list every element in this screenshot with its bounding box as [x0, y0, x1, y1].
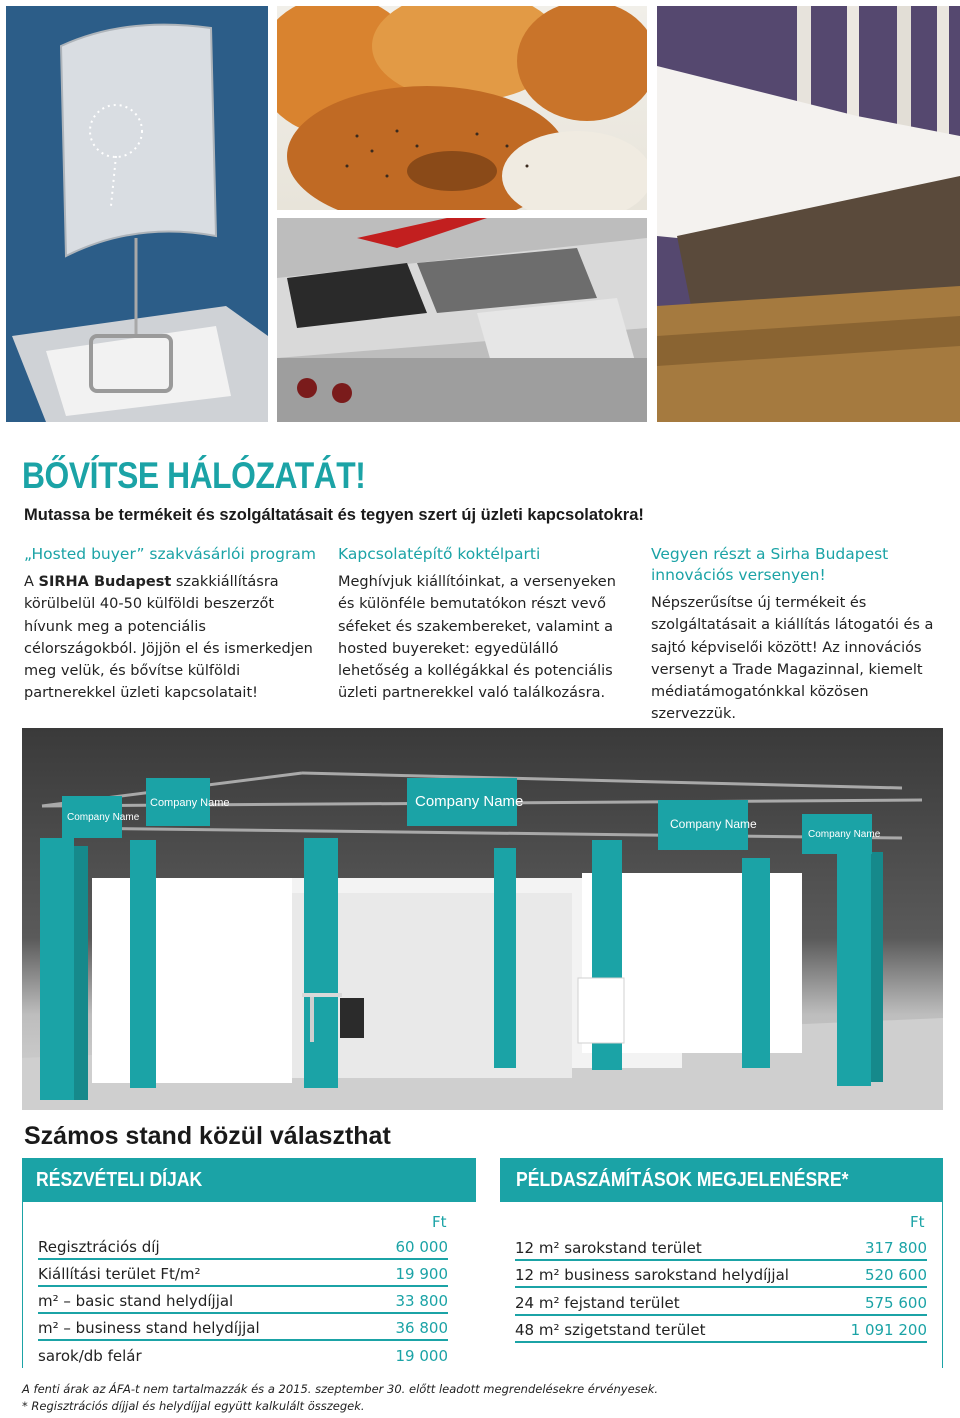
- column-body: Meghívjuk kiállítóinkat, a versenyeken és különféle bemutatókon részt vevő séfeket és szakembereket, valamint a hosted buyereket: egyedülálló lehetőség a kollégákkal és potenciális üzleti partnerekkel való találkozásra.: [338, 574, 616, 702]
- table-row: [38, 1315, 448, 1341]
- row-value: 60 000: [395, 1238, 448, 1256]
- row-label: sarok/db felár: [38, 1347, 142, 1365]
- table-row: [515, 1235, 927, 1261]
- stove-photo: [277, 218, 647, 422]
- row-value: 575 600: [864, 1294, 927, 1312]
- column-heading: Vegyen részt a Sirha Budapest innovációs versenyen!: [651, 545, 889, 584]
- page-title: BŐVÍTSE HÁLÓZATÁT!: [22, 455, 366, 496]
- stands-heading: Számos stand közül választhat: [24, 1122, 391, 1150]
- row-label: 48 m² szigetstand terület: [515, 1321, 706, 1339]
- booth-sign-3: Company Name: [415, 793, 524, 810]
- booth-sign-4: Company Name: [670, 817, 757, 831]
- row-label: 12 m² sarokstand terület: [515, 1239, 702, 1257]
- examples-title: PÉLDASZÁMÍTÁSOK MEGJELENÉSRE*: [516, 1169, 849, 1191]
- examples-currency: Ft: [910, 1213, 925, 1231]
- cocktail-party-column: [338, 544, 630, 705]
- table-row: [38, 1234, 448, 1260]
- table-row: [38, 1343, 448, 1369]
- row-label: Regisztrációs díj: [38, 1238, 160, 1256]
- body-text: szakkiállításra körülbelül 40-50 külföldi beszerzőt hívunk meg a potenciális célországokból. Jöjjön el és ismerkedjen meg velük, és bővítse külföldi partnerekkel üzleti kapcsolatait!: [24, 574, 313, 702]
- booth-sign-5: Company Name: [808, 829, 881, 840]
- table-row: [515, 1290, 927, 1316]
- page-subtitle: Mutassa be termékeit és szolgáltatásait és tegyen szert új üzleti kapcsolatokra!: [24, 506, 644, 524]
- examples-panel-edge: [942, 1202, 943, 1368]
- row-value: 1 091 200: [850, 1321, 927, 1339]
- innovation-contest-column: [651, 544, 943, 726]
- booth-sign-2: Company Name: [150, 797, 230, 809]
- booth-illustration: [22, 728, 943, 1110]
- fees-panel-edge: [22, 1202, 23, 1368]
- column-body: Népszerűsítse új termékeit és szolgáltatásait a kiállítás látogatói és a sajtó képviselői között! Az innovációs versenyt a Trade Magazinnal, kiemelt médiatámogatónkkal közösen szervezzük.: [651, 595, 934, 723]
- lamp-photo: [6, 6, 268, 422]
- row-label: m² – basic stand helydíjjal: [38, 1292, 234, 1310]
- row-label: 24 m² fejstand terület: [515, 1294, 680, 1312]
- event-name: SIRHA Budapest: [38, 574, 172, 590]
- fees-title: RÉSZVÉTELI DÍJAK: [36, 1169, 203, 1191]
- table-row: [515, 1317, 927, 1343]
- fees-header: [22, 1158, 476, 1202]
- fees-currency: Ft: [432, 1213, 447, 1231]
- footnote-asterisk: * Regisztrációs díjjal és helydíjjal együtt kalkulált összegek.: [22, 1399, 365, 1413]
- row-value: 19 900: [395, 1265, 448, 1283]
- row-value: 317 800: [864, 1239, 927, 1257]
- column-heading: „Hosted buyer” szakvásárlói program: [24, 545, 316, 563]
- row-value: 33 800: [395, 1292, 448, 1310]
- footnote-prices: A fenti árak az ÁFA-t nem tartalmazzák és a 2015. szeptember 30. előtt leadott megrendelésekre érvényesek.: [22, 1382, 659, 1396]
- examples-header: [500, 1158, 943, 1202]
- row-label: 12 m² business sarokstand helydíjjal: [515, 1266, 789, 1284]
- row-label: Kiállítási terület Ft/m²: [38, 1265, 201, 1283]
- column-body: [24, 571, 316, 705]
- hosted-buyer-column: [24, 544, 316, 705]
- bed-photo: [657, 6, 960, 422]
- body-prefix: A: [24, 574, 39, 590]
- row-value: 36 800: [395, 1319, 448, 1337]
- booth-sign-1: Company Name: [67, 812, 140, 823]
- row-value: 520 600: [864, 1266, 927, 1284]
- bread-photo: [277, 6, 647, 210]
- table-row: [38, 1261, 448, 1287]
- column-heading: Kapcsolatépítő koktélparti: [338, 545, 541, 563]
- row-value: 19 000: [395, 1347, 448, 1365]
- table-row: [38, 1288, 448, 1314]
- row-label: m² – business stand helydíjjal: [38, 1319, 260, 1337]
- table-row: [515, 1262, 927, 1288]
